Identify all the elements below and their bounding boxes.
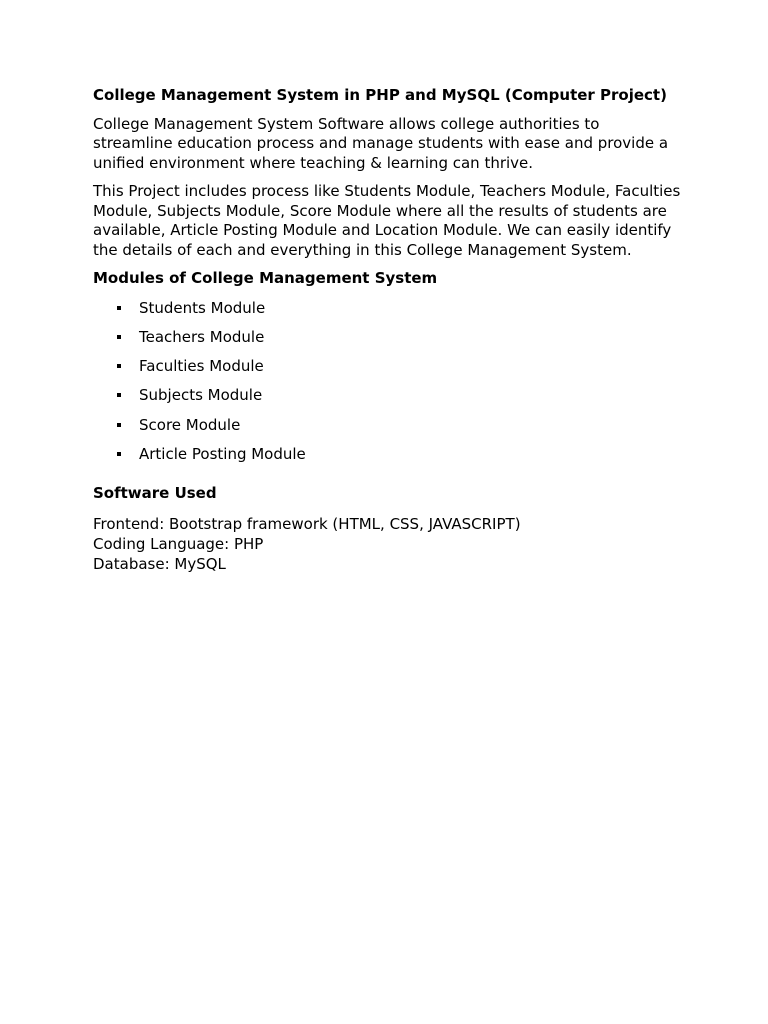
software-frontend: Frontend: Bootstrap framework (HTML, CSS, JAVASCRIPT) — [93, 514, 521, 533]
intro-paragraph: College Management System Software allows college authorities to streamline education process and manage students with ease and provide a unified environment where teaching & learning can thrive. — [93, 114, 669, 172]
module-label: Article Posting Module — [139, 444, 306, 463]
modules-heading: Modules of College Management System — [93, 269, 438, 287]
list-item — [93, 328, 683, 357]
module-label: Subjects Module — [139, 386, 263, 405]
bullet-icon — [117, 423, 121, 427]
bullet-icon — [117, 364, 121, 368]
bullet-icon — [117, 393, 121, 397]
module-label: Teachers Module — [139, 327, 265, 346]
software-language: Coding Language: PHP — [93, 534, 264, 553]
module-label: Faculties Module — [139, 357, 264, 376]
module-label: Students Module — [139, 298, 266, 317]
modules-list — [93, 299, 683, 475]
bullet-icon — [117, 306, 121, 310]
module-label: Score Module — [139, 415, 241, 434]
bullet-icon — [117, 335, 121, 339]
document-page — [93, 86, 683, 574]
software-database: Database: MySQL — [93, 554, 226, 573]
list-item — [93, 445, 683, 474]
list-item — [93, 386, 683, 415]
list-item — [93, 416, 683, 445]
list-item — [93, 299, 683, 328]
list-item — [93, 357, 683, 386]
software-list — [93, 514, 683, 574]
software-heading: Software Used — [93, 484, 217, 503]
bullet-icon — [117, 452, 121, 456]
document-title: College Management System in PHP and MySQL (Computer Project) — [93, 86, 667, 104]
description-paragraph: This Project includes process like Students Module, Teachers Module, Faculties Module, Subjects Module, Score Module where all the results of students are available, Article Posting Module and Location Module. We can easily identify the details of each and everything in this College Management System. — [93, 182, 681, 259]
